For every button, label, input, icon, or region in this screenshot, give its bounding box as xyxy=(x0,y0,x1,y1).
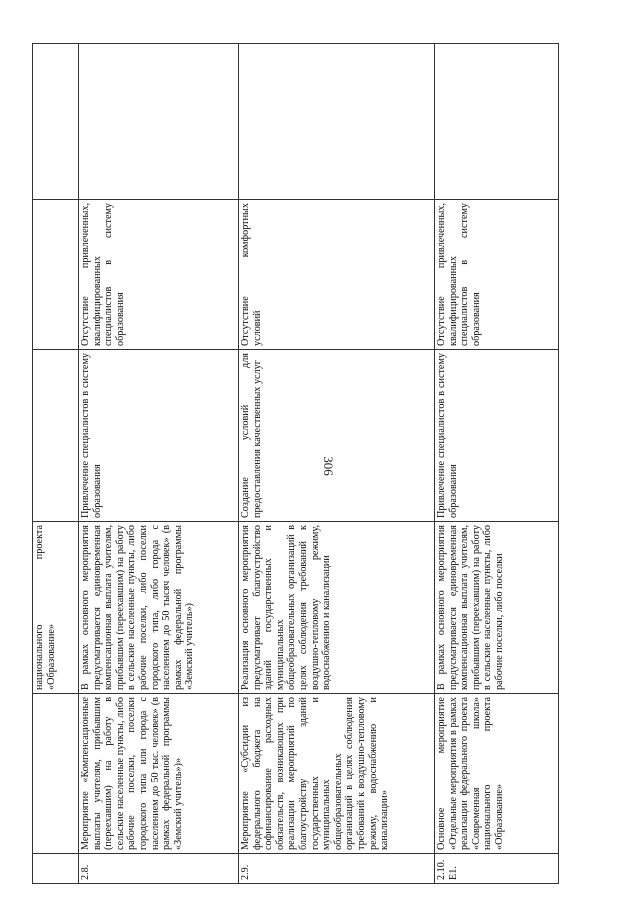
indicator-cell: Отсутствие привлеченных, квалифицированных специалистов в систему образования xyxy=(79,200,239,350)
measure-cell: Основное мероприятие «Отдельные мероприятия в рамках реализации федерального проекта «Современная школа» национального проекта «Образование» xyxy=(435,694,559,854)
table-cell xyxy=(33,694,79,854)
description-cell: В рамках основного мероприятия предусматривается единовременная компенсационная выплата учителям, прибывшим (переехавшим) на работу в сельские населенные пункты, либо рабочие поселки, либо поселки городского типа, либо города с населением до 50 тысяч человек» (в рамках федеральной программы «Земский учитель») xyxy=(79,522,239,694)
goal-cell: Привлечение специалистов в систему образования xyxy=(79,350,239,522)
table-cell: национального проекта «Образование» xyxy=(33,522,79,694)
row-number: 2.8. xyxy=(79,854,239,884)
measures-table xyxy=(32,43,559,884)
table-cell xyxy=(435,44,559,200)
row-number: 2.9. xyxy=(239,854,435,884)
table-row xyxy=(239,44,435,884)
table-row xyxy=(435,44,559,884)
table-row xyxy=(33,44,79,884)
table-cell xyxy=(33,44,79,200)
measure-cell: Мероприятие «Субсидии из федерального бюджета на софинансирование расходных обязательств, возникающих при реализации мероприятий по благоустройству зданий государственных и муниципальных общеобразовательных организаций в целях соблюдения требований к воздушно-тепловому режиму, водоснабжению и канализации» xyxy=(239,694,435,854)
table-row xyxy=(79,44,239,884)
table-cell xyxy=(79,44,239,200)
indicator-cell: Отсутствие привлеченных, квалифицированных специалистов в систему образования xyxy=(435,200,559,350)
table-cell xyxy=(239,44,435,200)
goal-cell: Привлечение специалистов в систему образования xyxy=(435,350,559,522)
description-cell: Реализация основного мероприятия предусматривает благоустройство зданий государственных и муниципальных общеобразовательных организаций в целях соблюдения требований к воздушно-тепловому режиму, водоснабжению и канализации xyxy=(239,522,435,694)
row-number: 2.10. Е1. xyxy=(435,854,559,884)
table-cell xyxy=(33,200,79,350)
measure-cell: Мероприятие «Компенсационные выплаты учителям, прибывшим (переехавшим) на работу в сельские населенные пункты, либо рабочие поселки, поселки городского типа или города с населением до 50 тыс. человек» (в рамках федеральной программы «Земский учитель»)» xyxy=(79,694,239,854)
page-number: 306 xyxy=(320,456,336,476)
rotated-table-container xyxy=(32,44,558,884)
table-cell xyxy=(33,350,79,522)
goal-cell: Создание условий для предоставления качественных услуг xyxy=(239,350,435,522)
indicator-cell: Отсутствие комфортных условий xyxy=(239,200,435,350)
table-cell xyxy=(33,854,79,884)
description-cell: В рамках основного мероприятия предусматривается единовременная компенсационная выплата учителям, прибывшим (переехавшим) на работу в сельские населенные пункты, либо рабочие поселки, либо поселки xyxy=(435,522,559,694)
